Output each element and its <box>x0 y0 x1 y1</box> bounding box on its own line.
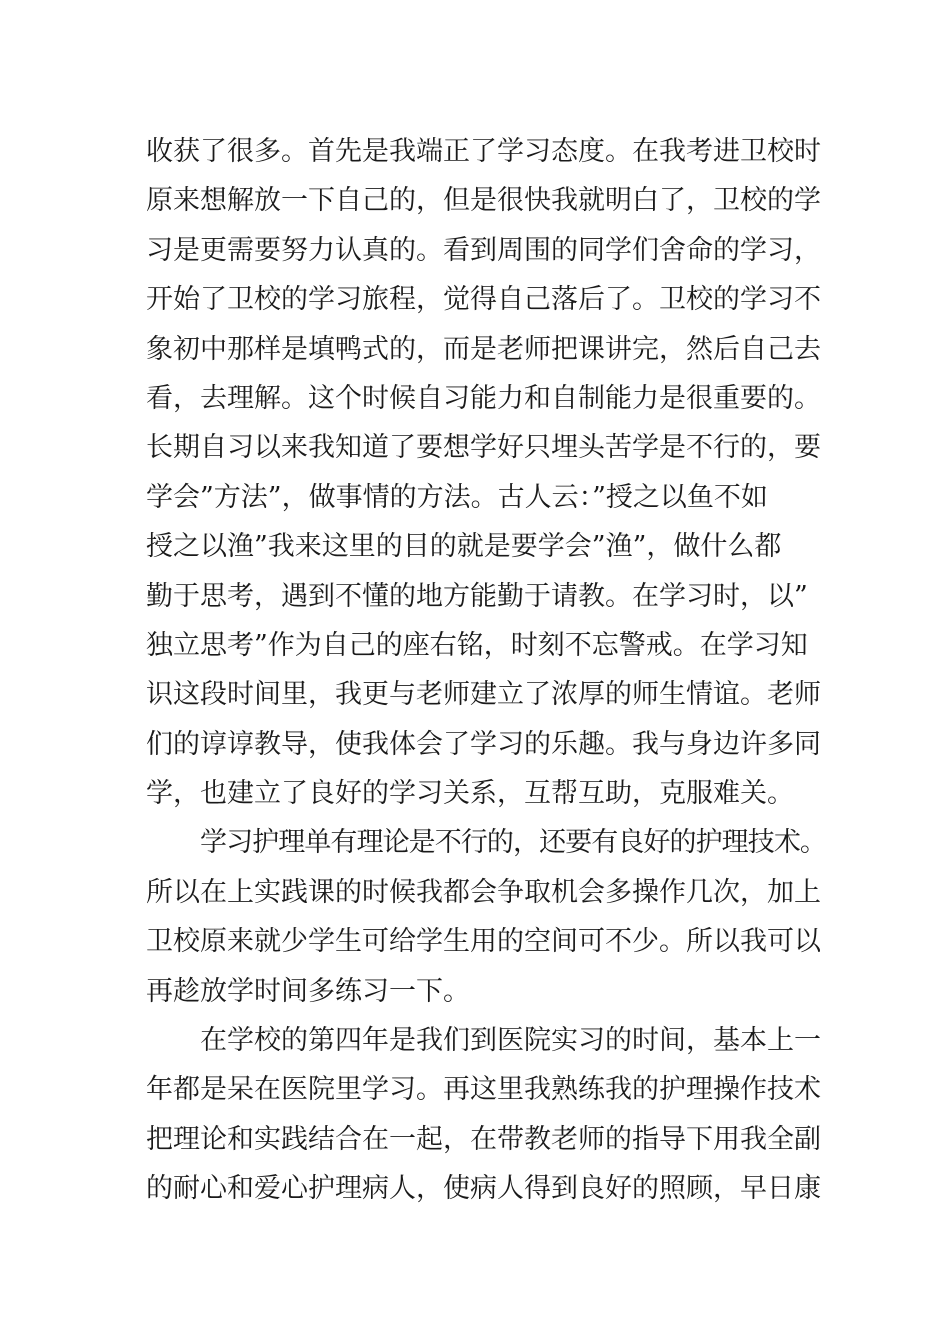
paragraph-first-line: 在学校的第四年是我们到医院实习的时间，基本上一 <box>200 1025 821 1057</box>
text-line: 授之以渔”我来这里的目的就是要学会”渔”，做什么都 <box>146 531 782 563</box>
text-line: 原来想解放一下自己的，但是很快我就明白了，卫校的学 <box>146 185 821 217</box>
text-line: 把理论和实践结合在一起，在带教老师的指导下用我全副 <box>146 1123 821 1155</box>
text-line: 卫校原来就少学生可给学生用的空间可不少。所以我可以 <box>146 926 821 958</box>
text-line: 学会”方法”，做事情的方法。古人云：”授之以鱼不如 <box>146 481 768 513</box>
paragraph-first-line: 学习护理单有理论是不行的，还要有良好的护理技术。 <box>200 827 826 859</box>
text-line: 开始了卫校的学习旅程，觉得自己落后了。卫校的学习不 <box>146 284 821 316</box>
text-line: 识这段时间里，我更与老师建立了浓厚的师生情谊。老师 <box>146 679 821 711</box>
text-line: 象初中那样是填鸭式的，而是老师把课讲完，然后自己去 <box>146 333 821 365</box>
text-line: 年都是呆在医院里学习。再这里我熟练我的护理操作技术 <box>146 1074 821 1106</box>
text-line: 看，去理解。这个时候自习能力和自制能力是很重要的。 <box>146 382 821 414</box>
body-text <box>146 127 826 1214</box>
text-line: 勤于思考，遇到不懂的地方能勤于请教。在学习时，以” <box>146 580 808 612</box>
text-line: 学，也建立了良好的学习关系，互帮互助，克服难关。 <box>146 778 794 810</box>
text-line: 习是更需要努力认真的。看到周围的同学们舍命的学习， <box>146 234 821 266</box>
text-line: 所以在上实践课的时候我都会争取机会多操作几次，加上 <box>146 876 821 908</box>
text-line: 再趁放学时间多练习一下。 <box>146 975 470 1007</box>
text-line: 们的谆谆教导，使我体会了学习的乐趣。我与身边许多同 <box>146 728 821 760</box>
text-line: 独立思考”作为自己的座右铭，时刻不忘警戒。在学习知 <box>146 629 808 661</box>
text-line: 收获了很多。首先是我端正了学习态度。在我考进卫校时 <box>146 136 821 167</box>
text-line: 长期自习以来我知道了要想学好只埋头苦学是不行的，要 <box>146 432 821 464</box>
text-line: 的耐心和爱心护理病人，使病人得到良好的照顾，早日康 <box>146 1173 821 1205</box>
